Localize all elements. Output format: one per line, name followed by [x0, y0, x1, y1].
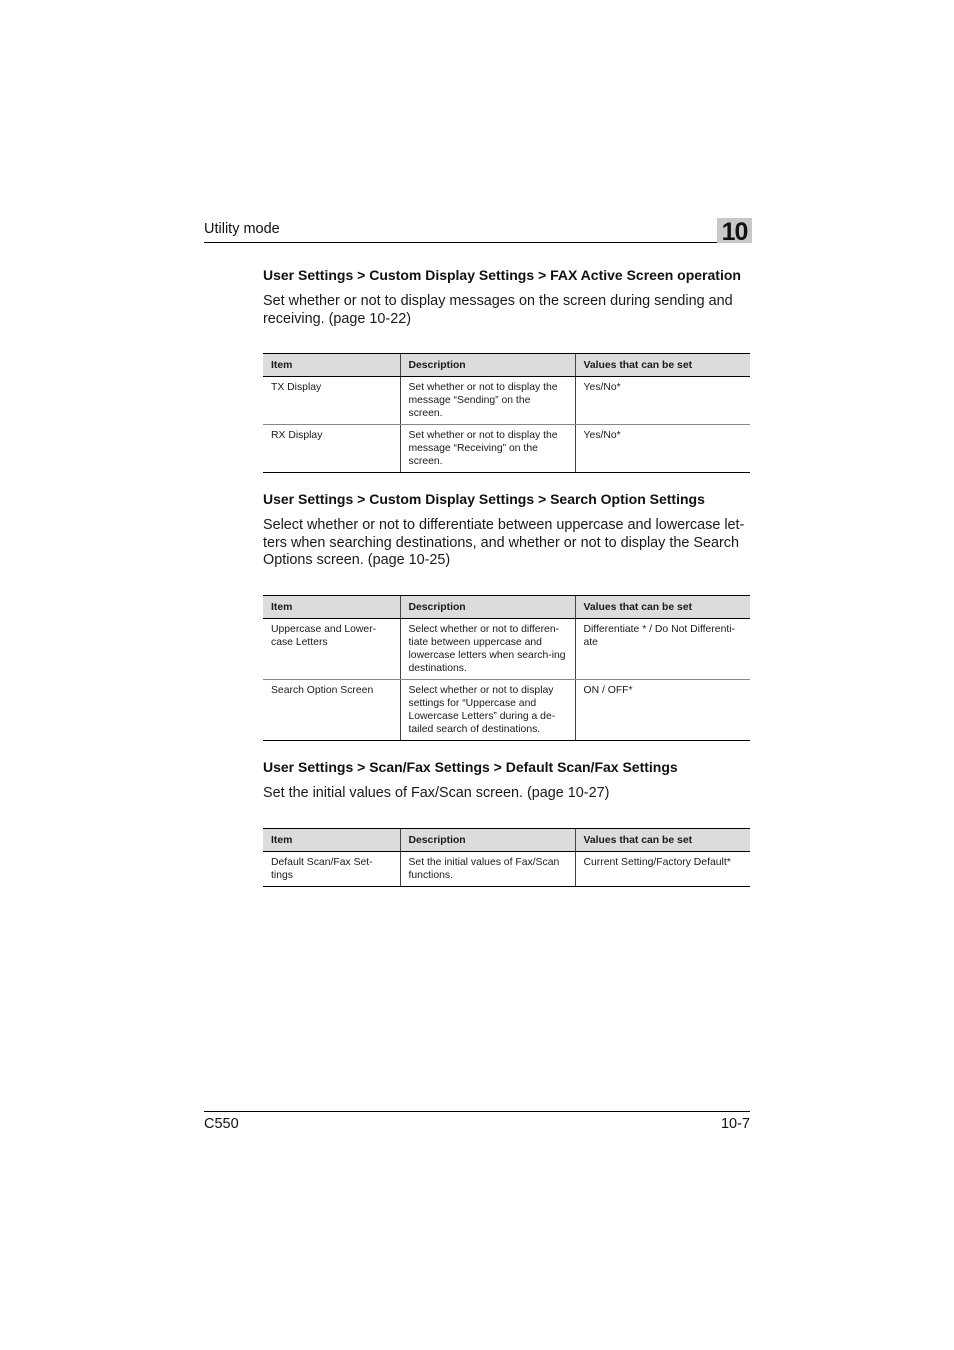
chapter-number-badge: 10	[717, 218, 752, 243]
footer-model: C550	[204, 1116, 239, 1132]
cell-values: ON / OFF*	[575, 680, 750, 741]
cell-description: Set the initial values of Fax/Scan functions.	[400, 852, 575, 887]
table-header-row	[263, 354, 750, 377]
table-row	[263, 680, 750, 741]
cell-item: RX Display	[263, 425, 400, 473]
column-header-description: Description	[400, 829, 575, 852]
column-header-item: Item	[263, 354, 400, 377]
page-footer	[204, 1111, 750, 1132]
section-description: Set whether or not to display messages on the screen during sending and receiving. (page 10-22)	[263, 293, 733, 327]
cell-item: Default Scan/Fax Set-tings	[263, 852, 400, 887]
table-header-row	[263, 829, 750, 852]
cell-item: Uppercase and Lower-case Letters	[263, 619, 400, 680]
section-description: Select whether or not to differentiate between uppercase and lowercase let-ters when searching destinations, and whether or not to display the Search Options screen. (page 10-25)	[263, 517, 745, 569]
table-row	[263, 852, 750, 887]
section-fax-active-screen	[263, 267, 750, 328]
cell-description: Select whether or not to differen-tiate between uppercase and lowercase letters when search-ing destinations.	[400, 619, 575, 680]
cell-description: Set whether or not to display the message “Receiving” on the screen.	[400, 425, 575, 473]
cell-values: Yes/No*	[575, 425, 750, 473]
cell-item: Search Option Screen	[263, 680, 400, 741]
cell-item: TX Display	[263, 377, 400, 425]
column-header-description: Description	[400, 354, 575, 377]
column-header-item: Item	[263, 596, 400, 619]
section-description: Set the initial values of Fax/Scan screen. (page 10-27)	[263, 785, 610, 801]
column-header-values: Values that can be set	[575, 829, 750, 852]
header-title: Utility mode	[204, 221, 280, 237]
cell-values: Yes/No*	[575, 377, 750, 425]
section-heading: User Settings > Custom Display Settings > Search Option Settings	[263, 491, 705, 507]
section-heading: User Settings > Custom Display Settings > FAX Active Screen operation	[263, 267, 741, 283]
column-header-values: Values that can be set	[575, 596, 750, 619]
cell-values: Current Setting/Factory Default*	[575, 852, 750, 887]
settings-table	[263, 353, 750, 473]
footer-page-number: 10-7	[720, 1116, 750, 1132]
cell-values: Differentiate * / Do Not Differenti-ate	[575, 619, 750, 680]
section-default-scan-fax-settings	[263, 759, 750, 803]
table-header-row	[263, 596, 750, 619]
table-row	[263, 377, 750, 425]
table-row	[263, 425, 750, 473]
column-header-item: Item	[263, 829, 400, 852]
settings-table	[263, 595, 750, 741]
section-heading: User Settings > Scan/Fax Settings > Default Scan/Fax Settings	[263, 759, 678, 775]
cell-description: Select whether or not to display settings for “Uppercase and Lowercase Letters” during a de-tailed search of destinations.	[400, 680, 575, 741]
cell-description: Set whether or not to display the message “Sending” on the screen.	[400, 377, 575, 425]
section-search-option-settings	[263, 491, 750, 570]
table-row	[263, 619, 750, 680]
column-header-description: Description	[400, 596, 575, 619]
page-header	[204, 216, 750, 246]
settings-table	[263, 828, 750, 887]
column-header-values: Values that can be set	[575, 354, 750, 377]
